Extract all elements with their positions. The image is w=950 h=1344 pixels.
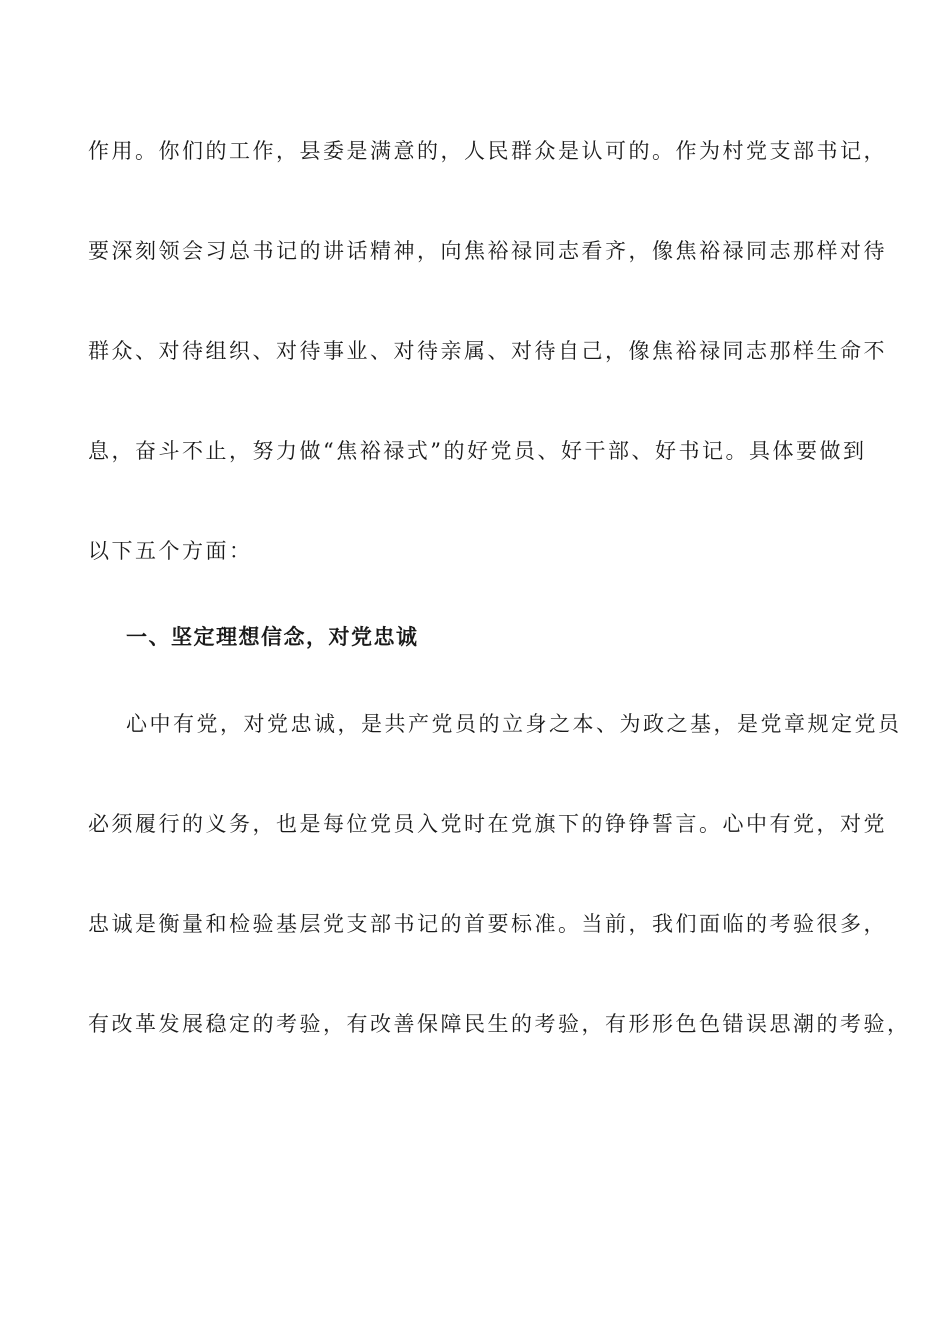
section-heading: 一、坚定理想信念，对党忠诚 bbox=[126, 625, 419, 649]
text-line: 必须履行的义务，也是每位党员入党时在党旗下的铮铮誓言。心中有党，对党 bbox=[88, 812, 887, 836]
text-line: 心中有党，对党忠诚，是共产党员的立身之本、为政之基，是党章规定党员 bbox=[126, 712, 902, 736]
text-line: 有改革发展稳定的考验，有改善保障民生的考验，有形形色色错误思潮的考验， bbox=[88, 1012, 911, 1036]
text-line: 作用。你们的工作，县委是满意的，人民群众是认可的。作为村党支部书记， bbox=[88, 139, 887, 163]
text-line: 忠诚是衡量和检验基层党支部书记的首要标准。当前，我们面临的考验很多， bbox=[88, 912, 887, 936]
text-line: 要深刻领会习总书记的讲话精神，向焦裕禄同志看齐，像焦裕禄同志那样对待 bbox=[88, 239, 887, 263]
text-line: 息，奋斗不止，努力做“焦裕禄式”的好党员、好干部、好书记。具体要做到 bbox=[88, 439, 867, 463]
text-line: 群众、对待组织、对待事业、对待亲属、对待自己，像焦裕禄同志那样生命不 bbox=[88, 339, 887, 363]
text-line: 以下五个方面： bbox=[88, 539, 253, 563]
